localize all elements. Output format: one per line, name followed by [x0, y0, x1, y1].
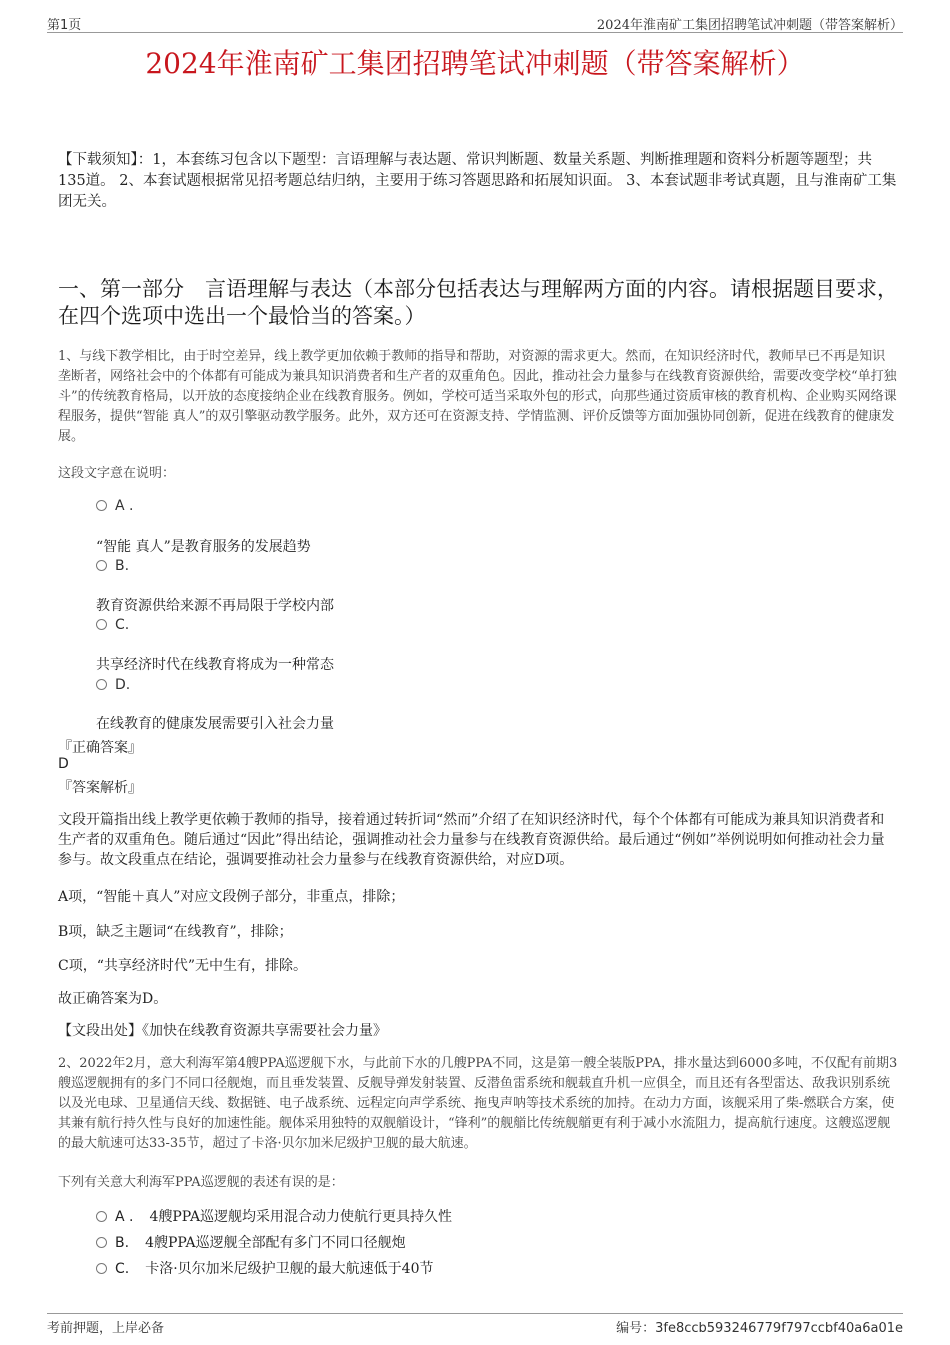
- radio-icon[interactable]: [96, 560, 107, 571]
- page-number: 第1页: [47, 18, 82, 33]
- q1-option-d[interactable]: D.: [96, 677, 130, 693]
- analysis-label: 『答案解析』: [58, 780, 142, 796]
- analysis-text: 文段开篇指出线上教学更依赖于教师的指导，接着通过转折词“然而”介绍了在知识经济时代，每个个体都有可能成为兼具知识消费者和生产者的双重角色。随后通过“因此”得出结论，强调推动社会力量参与在线教育资源供给。最后通过“例如”举例说明如何推动社会力量参与。故文段重点在结论，强调要推动社会力量参与在线教育资源供给，对应D项。: [58, 812, 885, 868]
- section-heading: 一、第一部分 言语理解与表达（本部分包括表达与理解两方面的内容。请根据题目要求，在四个选项中选出一个最恰当的答案。）: [58, 277, 898, 328]
- q1-option-d-text: 在线教育的健康发展需要引入社会力量: [96, 716, 334, 732]
- q1-option-a[interactable]: A .: [96, 498, 133, 514]
- radio-icon[interactable]: [96, 1211, 107, 1222]
- radio-icon[interactable]: [96, 679, 107, 690]
- q2-option-c[interactable]: C. 卡洛·贝尔加米尼级护卫舰的最大航速低于40节: [96, 1258, 434, 1278]
- q1-option-c[interactable]: C.: [96, 617, 129, 633]
- q1-option-c-text: 共享经济时代在线教育将成为一种常态: [96, 657, 334, 673]
- download-notice: 【下载须知】：1，本套练习包含以下题型：言语理解与表达题、常识判断题、数量关系题、判断推理题和资料分析题等题型；共135道。 2、本套试题根据常见招考题总结归纳，主要用于练习答题思路和拓展知识面。 3、本套试题非考试真题，且与淮南矿工集团无关。: [58, 152, 897, 210]
- q1-option-a-text: “智能 真人”是教育服务的发展趋势: [96, 539, 311, 555]
- footer-slogan: 考前押题，上岸必备: [47, 1321, 165, 1336]
- radio-icon[interactable]: [96, 1263, 107, 1274]
- page-footer: [47, 1313, 903, 1334]
- radio-icon[interactable]: [96, 500, 107, 511]
- analysis-line-c: C项，“共享经济时代”无中生有，排除。: [58, 958, 308, 974]
- radio-icon[interactable]: [96, 1237, 107, 1248]
- q1-option-b-text: 教育资源供给来源不再局限于学校内部: [96, 598, 334, 614]
- question-1-prompt: 这段文字意在说明：: [58, 466, 176, 481]
- analysis-conclusion: 故正确答案为D。: [58, 991, 168, 1007]
- q1-option-b[interactable]: B.: [96, 558, 129, 574]
- q2-option-b[interactable]: B. 4艘PPA巡逻舰全部配有多门不同口径舰炮: [96, 1232, 406, 1252]
- page-header: [47, 14, 903, 33]
- text-source: 【文段出处】《加快在线教育资源共享需要社会力量》: [58, 1023, 387, 1039]
- radio-icon[interactable]: [96, 619, 107, 630]
- q2-option-a[interactable]: A . 4艘PPA巡逻舰均采用混合动力使航行更具持久性: [96, 1206, 452, 1226]
- answer-value: D: [58, 756, 69, 772]
- question-2-text: 2、2022年2月，意大利海军第4艘PPA巡逻舰下水，与此前下水的几艘PPA不同，这是第一艘全装版PPA，排水量达到6000多吨，不仅配有前期3艘巡逻舰拥有的多门不同口径舰炮，而且垂发装置、反舰导弹发射装置、反潜鱼雷系统和舰载直升机一应俱全，而且还有各型雷达、敌我识别系统以及光电球、卫星通信天线、数据链、电子战系统、远程定向声学系统、拖曳声呐等技术系统的加持。在动力方面，该舰采用了柴-燃联合方案，使其兼有航行持久性与良好的加速性能。舰体采用独特的双舰艏设计，“锋利”的舰艏比传统舰艏更有利于减小水流阻力，提高航行速度。这艘巡逻舰的最大航速可达33-35节，超过了卡洛·贝尔加米尼级护卫舰的最大航速。: [58, 1056, 898, 1151]
- footer-code: 编号：3fe8ccb593246779f797ccbf40a6a01e: [616, 1321, 903, 1336]
- answer-label: 『正确答案』: [58, 740, 142, 756]
- analysis-line-a: A项，“智能＋真人”对应文段例子部分，非重点，排除；: [58, 889, 405, 905]
- header-doc-title: 2024年淮南矿工集团招聘笔试冲刺题（带答案解析）: [596, 18, 903, 33]
- question-1-text: 1、与线下教学相比，由于时空差异，线上教学更加依赖于教师的指导和帮助，对资源的需求更大。然而，在知识经济时代，教师早已不再是知识垄断者，网络社会中的个体都有可能成为兼具知识消费者和生产者的双重角色。因此，推动社会力量参与在线教育资源供给，需要改变学校“单打独斗”的传统教育格局，以开放的态度接纳企业在线教育服务。例如，学校可适当采取外包的形式，向那些通过资质审核的教育机构、企业购买网络课程服务，提供“智能 真人”的双引擎驱动教学服务。此外，双方还可在资源支持、学情监测、评价反馈等方面加强协同创新，促进在线教育的健康发展。: [58, 349, 897, 444]
- question-2-prompt: 下列有关意大利海军PPA巡逻舰的表述有误的是：: [58, 1175, 344, 1190]
- analysis-line-b: B项，缺乏主题词“在线教育”，排除；: [58, 924, 293, 940]
- document-title: 2024年淮南矿工集团招聘笔试冲刺题（带答案解析）: [145, 47, 805, 80]
